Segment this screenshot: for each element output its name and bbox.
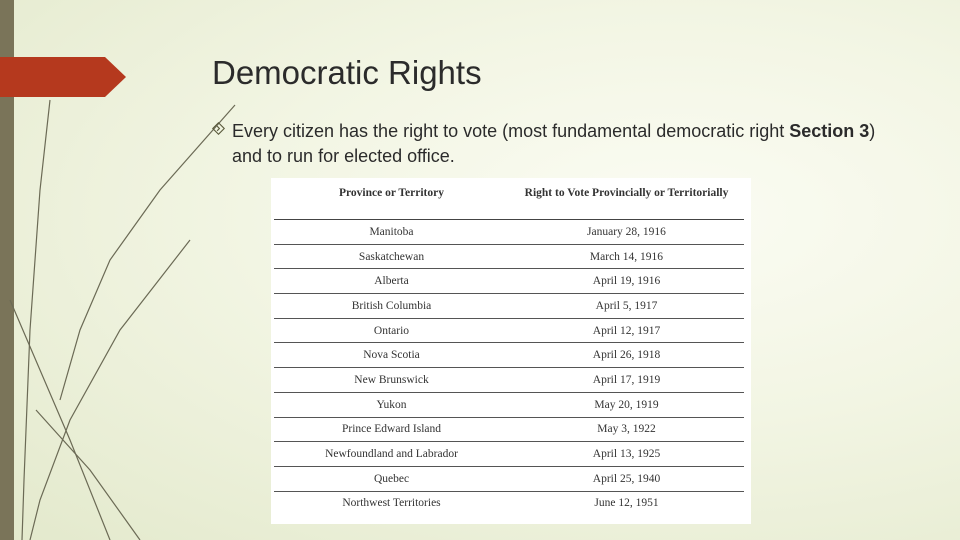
date-cell: January 28, 1916 <box>509 220 744 245</box>
table-row <box>274 442 744 467</box>
date-cell: March 14, 1916 <box>509 244 744 269</box>
date-cell: May 20, 1919 <box>509 392 744 417</box>
province-cell: Manitoba <box>274 220 509 245</box>
table-row <box>274 491 744 515</box>
date-cell: April 25, 1940 <box>509 466 744 491</box>
date-cell: April 26, 1918 <box>509 343 744 368</box>
bullet-text-end: ) and to run for elected office. <box>232 121 876 166</box>
table-row <box>274 392 744 417</box>
table-row <box>274 368 744 393</box>
table-row <box>274 466 744 491</box>
table-row <box>274 244 744 269</box>
province-cell: New Brunswick <box>274 368 509 393</box>
bullet-text <box>232 119 882 169</box>
slide-title: Democratic Rights <box>212 54 482 91</box>
voting-rights-table-image <box>271 178 751 524</box>
province-cell: Newfoundland and Labrador <box>274 442 509 467</box>
table-row <box>274 269 744 294</box>
title-accent-arrow <box>0 57 130 97</box>
table-body <box>274 220 744 516</box>
date-cell: May 3, 1922 <box>509 417 744 442</box>
province-cell: Yukon <box>274 392 509 417</box>
table-row <box>274 220 744 245</box>
province-cell: Saskatchewan <box>274 244 509 269</box>
table-row <box>274 343 744 368</box>
province-cell: Ontario <box>274 318 509 343</box>
province-cell: Nova Scotia <box>274 343 509 368</box>
table-row <box>274 417 744 442</box>
diamond-bullet-icon <box>212 122 225 135</box>
date-cell: April 19, 1916 <box>509 269 744 294</box>
date-cell: April 5, 1917 <box>509 294 744 319</box>
header-province: Province or Territory <box>274 182 509 220</box>
header-right-to-vote: Right to Vote Provincially or Territorially <box>509 182 744 220</box>
province-cell: Prince Edward Island <box>274 417 509 442</box>
province-cell: Northwest Territories <box>342 497 441 510</box>
date-cell: April 17, 1919 <box>509 368 744 393</box>
date-cell: April 13, 1925 <box>509 442 744 467</box>
date-cell: June 12, 1951 <box>594 497 659 510</box>
voting-rights-table <box>274 182 744 515</box>
province-cell: British Columbia <box>274 294 509 319</box>
table-header-row <box>274 182 744 220</box>
province-cell: Alberta <box>274 269 509 294</box>
province-cell: Quebec <box>274 466 509 491</box>
table-row <box>274 294 744 319</box>
bullet-text-part: Every citizen has the right to vote (most fundamental democratic right <box>232 121 790 141</box>
date-cell: April 12, 1917 <box>509 318 744 343</box>
table-row <box>274 318 744 343</box>
bullet-bold-section: Section 3 <box>789 121 870 141</box>
